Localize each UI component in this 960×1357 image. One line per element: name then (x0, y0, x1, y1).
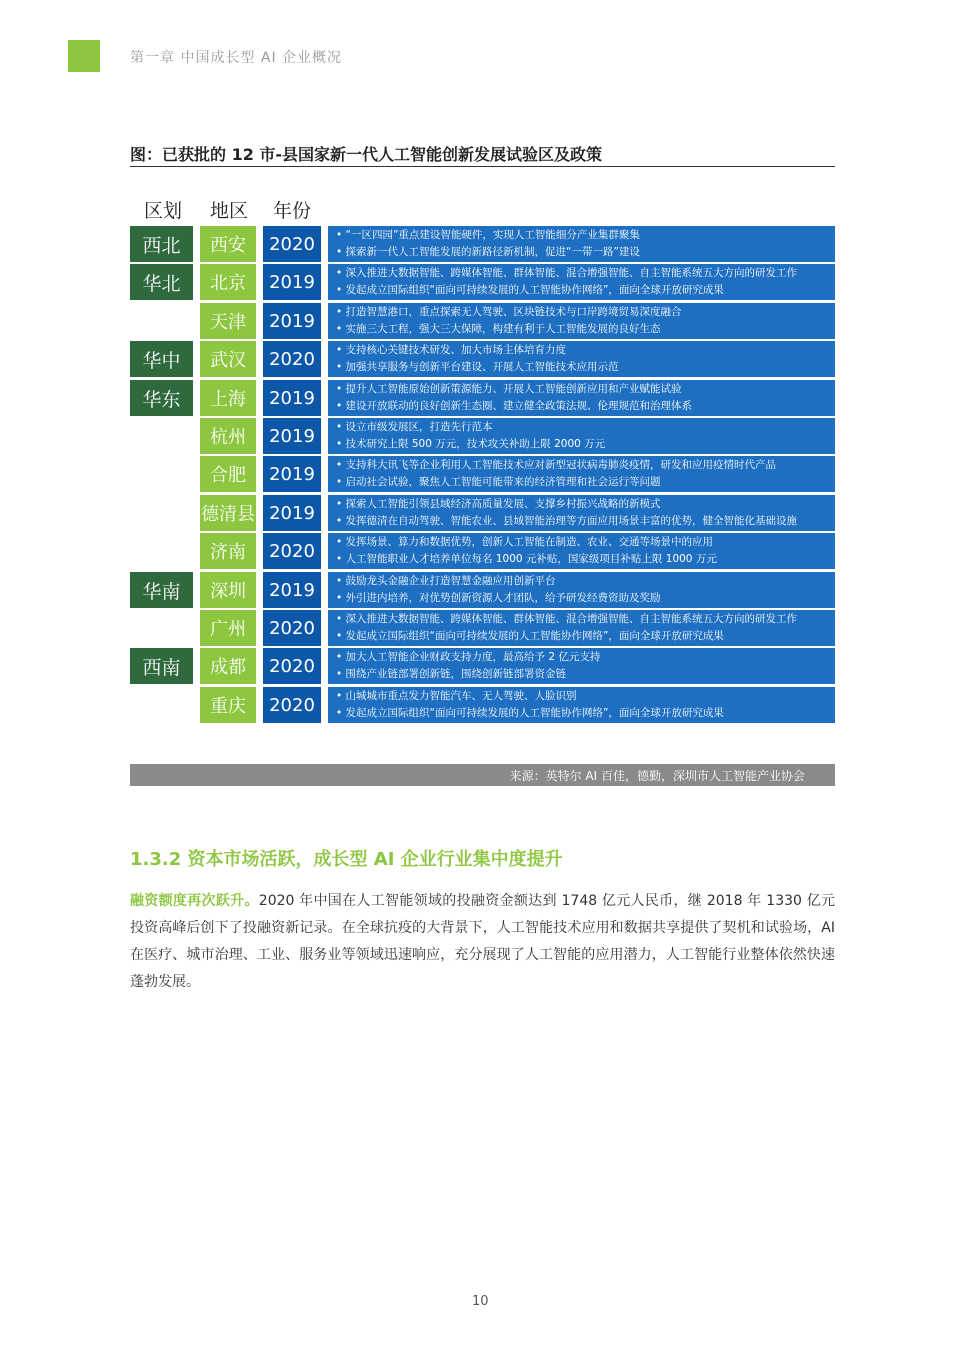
policy-item: • 打造智慧港口，重点探索无人驾驶、区块链技术与口岸跨境贸易深度融合 (336, 306, 682, 318)
region-label: 西北 (130, 226, 193, 262)
table-row (130, 456, 835, 492)
policy-cell (328, 495, 835, 531)
year-label: 2020 (263, 341, 321, 377)
year-label: 2020 (263, 533, 321, 569)
city-label: 深圳 (200, 572, 256, 608)
source-bar (130, 764, 835, 786)
paragraph-lead: 融资额度再次跃升。 (130, 893, 259, 909)
chapter-title: 第一章 中国成长型 AI 企业概况 (130, 50, 343, 66)
policy-item: • 实施三大工程，强大三大保障，构建有利于人工智能发展的良好生态 (336, 323, 661, 335)
policy-cell (328, 533, 835, 569)
city-label: 武汉 (200, 341, 256, 377)
policy-item: • 设立市级发展区，打造先行范本 (336, 421, 493, 433)
year-label: 2020 (263, 226, 321, 262)
city-label: 德清县 (200, 495, 256, 531)
table-row (130, 687, 835, 723)
policy-cell (328, 456, 835, 492)
table-row (130, 226, 835, 262)
policy-item: • 深入推进大数据智能、跨媒体智能、群体智能、混合增强智能、自主智能系统五大方向的研发工作 (336, 267, 798, 279)
table-row (130, 572, 835, 608)
city-label: 杭州 (200, 418, 256, 454)
column-header-region: 区划 (144, 200, 183, 222)
policy-table (130, 226, 835, 726)
city-label: 成都 (200, 648, 256, 684)
city-label: 广州 (200, 610, 256, 646)
table-row (130, 610, 835, 646)
table-row (130, 264, 835, 300)
policy-item: • 加大人工智能企业财政支持力度，最高给予 2 亿元支持 (336, 651, 601, 663)
policy-item: • 发挥场景、算力和数据优势，创新人工智能在制造、农业、交通等场景中的应用 (336, 536, 714, 548)
region-label: 华东 (130, 380, 193, 416)
policy-item: • 探索人工智能引领县域经济高质量发展、支撑乡村振兴战略的新模式 (336, 498, 661, 510)
city-label: 济南 (200, 533, 256, 569)
region-label: 西南 (130, 648, 193, 684)
city-label: 北京 (200, 264, 256, 300)
policy-cell (328, 341, 835, 377)
policy-item: • 发起成立国际组织“面向可持续发展的人工智能协作网络”，面向全球开放研究成果 (336, 707, 724, 719)
table-row (130, 303, 835, 339)
table-row (130, 341, 835, 377)
policy-cell (328, 648, 835, 684)
policy-item: • 外引进内培养，对优势创新资源人才团队，给予研发经费资助及奖励 (336, 592, 661, 604)
section-heading: 1.3.2 资本市场活跃，成长型 AI 企业行业集中度提升 (130, 849, 563, 870)
city-label: 合肥 (200, 456, 256, 492)
policy-item: • 围绕产业链部署创新链，围绕创新链部署资金链 (336, 668, 567, 680)
table-row (130, 648, 835, 684)
city-label: 重庆 (200, 687, 256, 723)
year-label: 2019 (263, 572, 321, 608)
policy-cell (328, 303, 835, 339)
policy-item: • 建设开放联动的良好创新生态圈、建立健全政策法规、伦理规范和治理体系 (336, 400, 693, 412)
column-header-city: 地区 (210, 200, 249, 222)
year-label: 2019 (263, 303, 321, 339)
policy-item: • 山城城市重点发力智能汽车、无人驾驶、人脸识别 (336, 690, 577, 702)
policy-item: • 技术研究上限 500 万元，技术攻关补助上限 2000 万元 (336, 438, 606, 450)
policy-item: • 深入推进大数据智能、跨媒体智能、群体智能、混合增强智能、自主智能系统五大方向的研发工作 (336, 613, 798, 625)
chapter-marker (68, 40, 100, 72)
column-header-year: 年份 (273, 200, 312, 222)
page-number: 10 (472, 1294, 489, 1309)
figure-title: 图：已获批的 12 市-县国家新一代人工智能创新发展试验区及政策 (130, 145, 603, 164)
policy-item: • 提升人工智能原始创新策源能力、开展人工智能创新应用和产业赋能试验 (336, 383, 682, 395)
policy-cell (328, 572, 835, 608)
city-label: 上海 (200, 380, 256, 416)
region-label: 华南 (130, 572, 193, 608)
region-label: 华北 (130, 264, 193, 300)
policy-cell (328, 226, 835, 262)
year-label: 2019 (263, 418, 321, 454)
year-label: 2019 (263, 495, 321, 531)
body-paragraph (130, 888, 835, 996)
policy-item: • 支持科大讯飞等企业利用人工智能技术应对新型冠状病毒肺炎疫情，研发和应用疫情时代产品 (336, 459, 777, 471)
policy-cell (328, 264, 835, 300)
policy-cell (328, 380, 835, 416)
policy-item: • 发起成立国际组织“面向可持续发展的人工智能协作网络”，面向全球开放研究成果 (336, 284, 724, 296)
policy-cell (328, 687, 835, 723)
city-label: 西安 (200, 226, 256, 262)
paragraph-body: 2020 年中国在人工智能领域的投融资金额达到 1748 亿元人民币，继 2018 年 1330 亿元投资高峰后创下了投融资新记录。在全球抗疫的大背景下，人工智能技术应用和数据共享提供了契机和试验场，AI 在医疗、城市治理、工业、服务业等领域迅速响应，充分展现了人工智能的应用潜力，人工智能行业整体依然快速蓬勃发展。 (130, 893, 836, 990)
year-label: 2020 (263, 610, 321, 646)
policy-item: • 人工智能职业人才培养单位每名 1000 元补贴，国家级项目补贴上限 1000 万元 (336, 553, 717, 565)
table-row (130, 495, 835, 531)
policy-cell (328, 610, 835, 646)
policy-item: • 支持核心关键技术研发、加大市场主体培育力度 (336, 344, 567, 356)
policy-cell (328, 418, 835, 454)
year-label: 2020 (263, 648, 321, 684)
city-label: 天津 (200, 303, 256, 339)
region-label: 华中 (130, 341, 193, 377)
policy-item: • 鼓励龙头金融企业打造智慧金融应用创新平台 (336, 575, 556, 587)
policy-item: • 发挥德清在自动驾驶、智能农业、县域智能治理等方面应用场景丰富的优势，健全智能化基础设施 (336, 515, 798, 527)
policy-item: • “一区四园”重点建设智能硬件，实现人工智能细分产业集群聚集 (336, 229, 640, 241)
policy-item: • 启动社会试验，聚焦人工智能可能带来的经济管理和社会运行等问题 (336, 476, 661, 488)
policy-item: • 探索新一代人工智能发展的新路径新机制，促进“一带一路”建设 (336, 246, 640, 258)
year-label: 2019 (263, 264, 321, 300)
year-label: 2019 (263, 380, 321, 416)
table-row (130, 380, 835, 416)
table-row (130, 533, 835, 569)
policy-item: • 加强共享服务与创新平台建设、开展人工智能技术应用示范 (336, 361, 619, 373)
figure-title-rule (130, 166, 835, 167)
source-text: 来源：英特尔 AI 百佳，德勤，深圳市人工智能产业协会 (509, 769, 805, 783)
table-row (130, 418, 835, 454)
year-label: 2019 (263, 456, 321, 492)
policy-item: • 发起成立国际组织“面向可持续发展的人工智能协作网络”，面向全球开放研究成果 (336, 630, 724, 642)
year-label: 2020 (263, 687, 321, 723)
